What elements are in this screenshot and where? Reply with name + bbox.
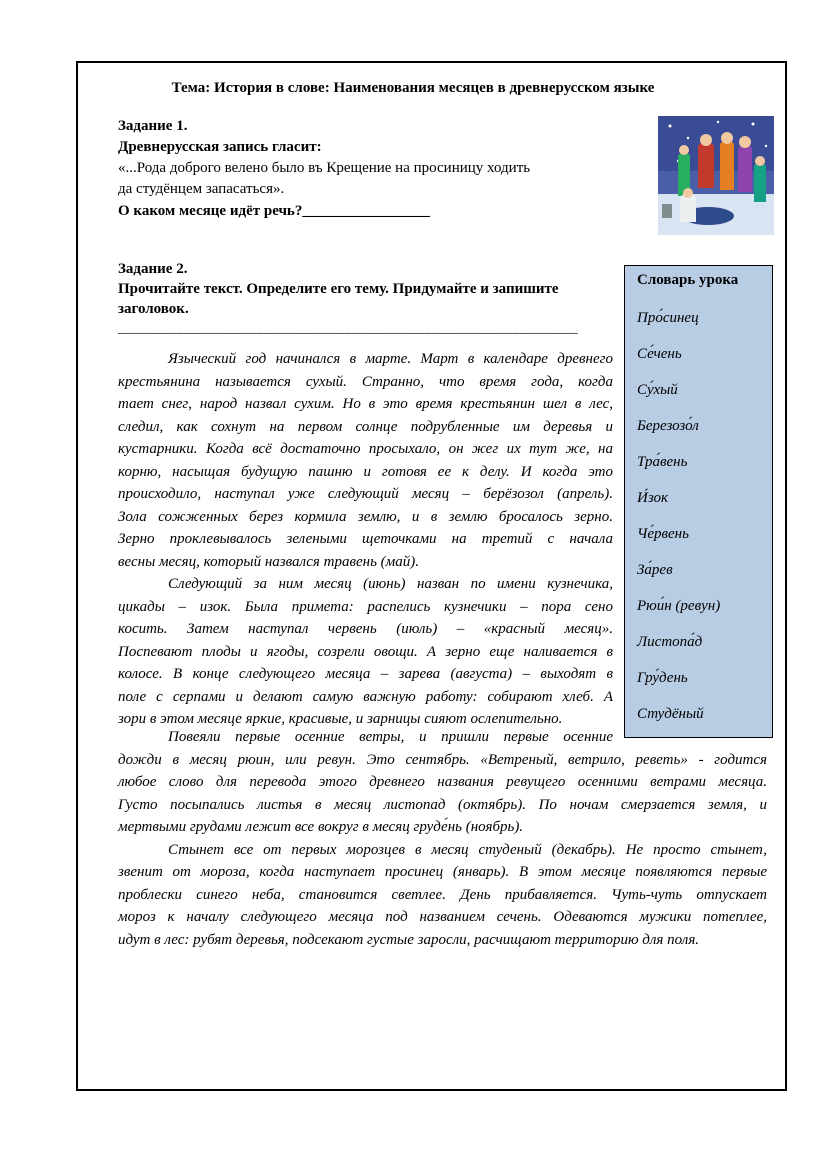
vocab-word: Тра́вень: [637, 454, 688, 470]
vocab-word: Листопа́д: [637, 634, 703, 650]
vocabulary-title: Словарь урока: [637, 272, 739, 288]
text-line: Зола сожженных берез кормила землю, и в землю бросалось зерно.: [118, 508, 613, 525]
text-line: проблески синего неба, становится светлее. День прибавляется. Чуть-чуть отпускает: [118, 886, 767, 903]
text-line: корню, насыщая будущую пашню и готовя ее к делу. И когда это: [118, 463, 613, 480]
task2-instruction-line1: Прочитайте текст. Определите его тему. Придумайте и запишите: [118, 281, 559, 297]
task1-subheading: Древнерусская запись гласит:: [118, 139, 322, 155]
vocab-word: Рюи́н (ревун): [637, 598, 721, 614]
text-line: мертвыми грудами лежит все вокруг в месяц груде́нь (ноябрь).: [118, 819, 524, 835]
text-line: Густо посыпались листья в месяц листопад (октябрь). По ночам смерзается земля, и: [118, 796, 767, 813]
text-line: звенит от мороза, когда наступает просинец (январь). В этом месяце появляются первые: [118, 864, 767, 880]
text-line: следил, как сохнут на первом солнце подрубленные им деревья и: [118, 418, 613, 435]
vocab-word: Березозо́л: [637, 418, 699, 434]
task2-heading: Задание 2.: [118, 261, 188, 277]
text-line: Стынет все от первых морозцев в месяц студеный (декабрь). Не просто стынет,: [168, 841, 767, 858]
text-line: кустарники. Когда всё достаточно просыхало, он жег их тут же, на: [118, 441, 613, 457]
page-title: Тема: История в слове: Наименования месяцев в древнерусском языке: [171, 80, 655, 96]
vocabulary-box: [624, 265, 773, 738]
text-line: колосе. В конце следующего месяца – зарева (августа) – выходят в: [118, 666, 613, 682]
epiphany-illustration: [658, 116, 774, 235]
text-line: дожди в месяц рюин, или ревун. Это сентябрь. «Ветреный, ветрило, реветь» - годится: [118, 751, 767, 768]
text-line: тает снег, народ назвал сухим. Но в это время крестьянин шел в лес,: [118, 396, 613, 412]
task1-heading: Задание 1.: [118, 118, 188, 134]
text-line: поле с серпами и делают самую важную работу: собирают хлеб. А: [118, 688, 613, 705]
text-line: любое слово для перевода этого древнего названия ревущего осенними ветрами месяца.: [118, 774, 767, 790]
vocab-word: Студёный: [637, 706, 704, 722]
text-line: мороз к началу следующего месяца под названием сечень. Одеваются мужики потеплее,: [118, 909, 767, 925]
text-line: зори в этом месяце яркие, красивые, и зарницы сияют ослепительно.: [118, 711, 563, 727]
vocab-word: Че́рвень: [637, 526, 689, 542]
text-line: происходило, наступал уже следующий месяц – берёзозол (апрель).: [118, 486, 613, 502]
text-line: крестьянина называется сухый. Странно, что время года, когда: [118, 373, 613, 390]
task2-instruction-line2: заголовок.: [118, 301, 189, 317]
task1-quote-line2: да студёнцем запасаться».: [118, 181, 285, 197]
text-line: Зерно проклевывалось зелеными щеточками на третий с начала: [118, 531, 613, 547]
text-line: Поспевают плоды и ягоды, созрели овощи. А зерно еще наливается в: [118, 643, 613, 660]
text-line: идут в лес: рубят деревья, подсекают густые заросли, расчищают территорию для поля.: [118, 931, 700, 948]
task1-question[interactable]: О каком месяце идёт речь?_________________: [118, 203, 430, 219]
vocab-word: Су́хый: [637, 382, 678, 398]
text-line: Языческий год начинался в марте. Март в календаре древнего: [168, 351, 613, 367]
title-answer-line[interactable]: _______________________________________________________________: [118, 321, 578, 336]
text-line: Следующий за ним месяц (июнь) назван по имени кузнечика,: [168, 576, 613, 592]
vocab-word: И́зок: [637, 490, 669, 506]
vocab-word: Про́синец: [637, 310, 699, 326]
text-line: Повеяли первые осенние ветры, и пришли первые осенние: [168, 729, 613, 745]
text-line: цикады – изок. Была примета: распелись кузнечики – пора сено: [118, 598, 613, 615]
vocab-word: За́рев: [637, 562, 673, 578]
task1-quote-line1: «...Рода доброго велено было въ Крещение на просиницу ходить: [118, 160, 531, 176]
vocab-word: Гру́день: [637, 670, 688, 686]
text-line: косить. Затем наступал червень (июль) – «красный месяц».: [118, 621, 613, 637]
vocab-word: Се́чень: [637, 346, 682, 362]
text-line: весны месяц, который назвался травень (май).: [118, 553, 419, 570]
